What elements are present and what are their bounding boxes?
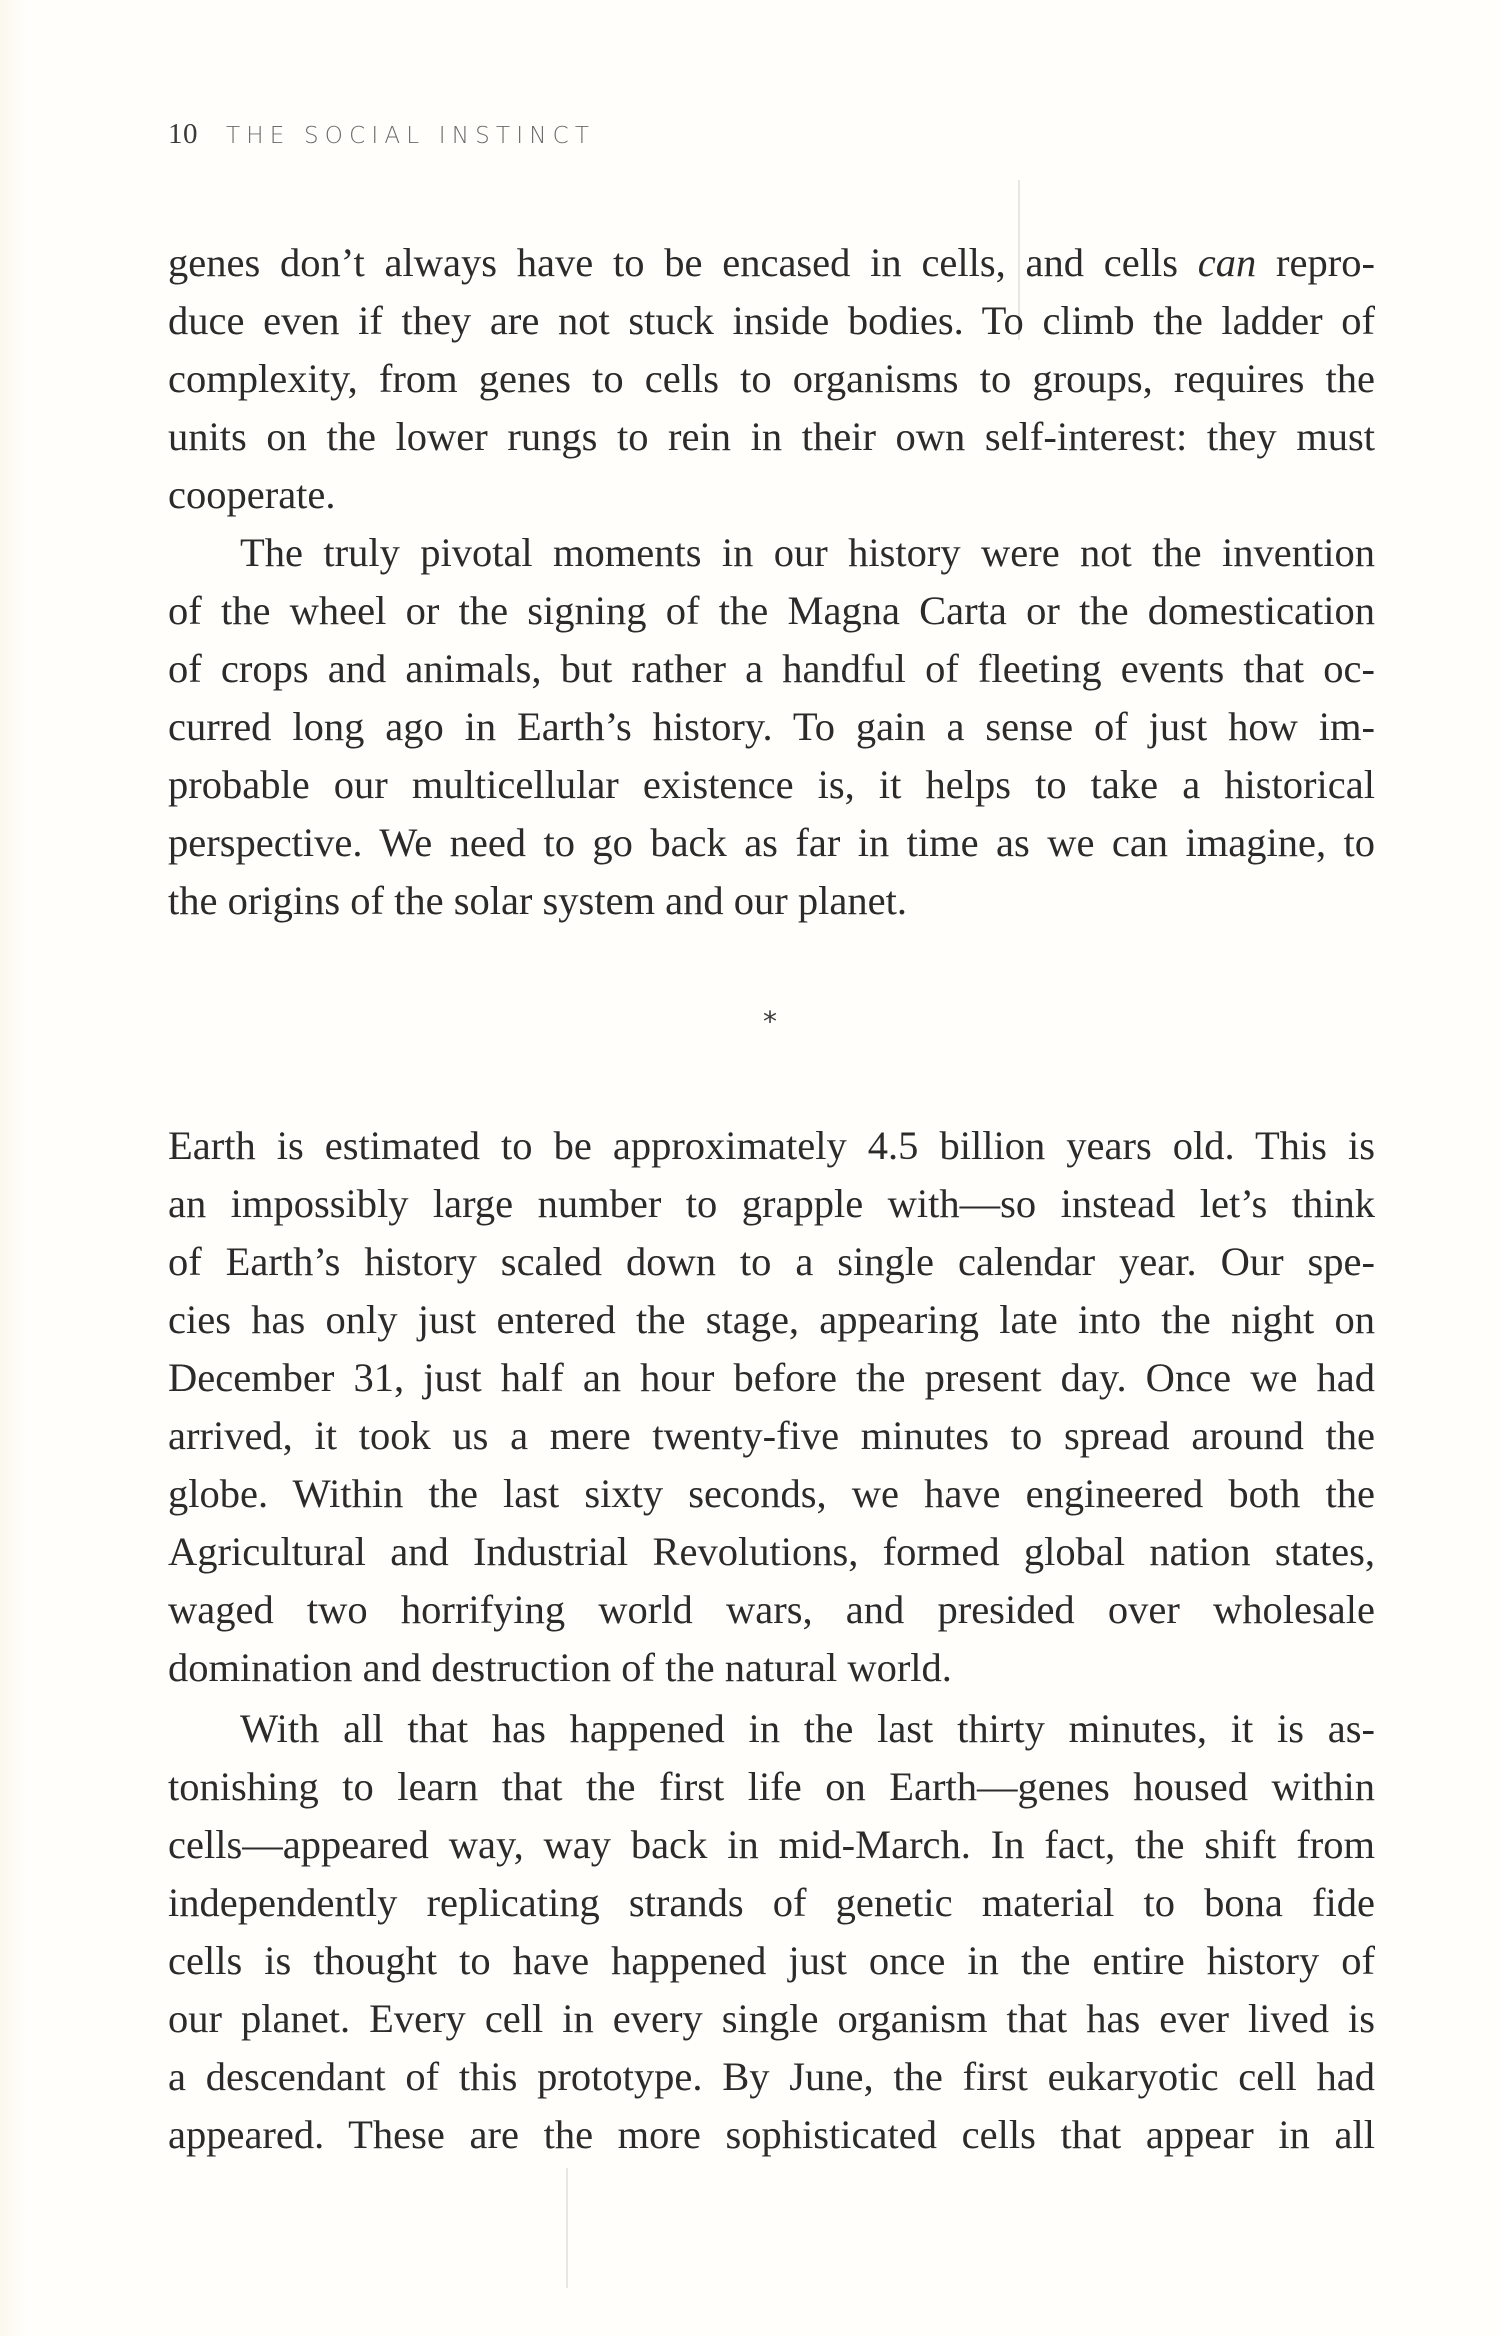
scan-artifact-line [566,2168,568,2288]
text-line: tonishing to learn that the first life on Earth—genes housed within [168,1764,1375,1809]
text-line: cies has only just entered the stage, appearing late into the night on [168,1297,1375,1342]
text-run: genes don’t always have to be encased in cells, and cells [168,240,1198,285]
text-line: of Earth’s history scaled down to a single calendar year. Our spe- [168,1239,1375,1284]
text-line: Agricultural and Industrial Revolutions, formed global nation states, [168,1529,1375,1574]
text-line: of crops and animals, but rather a handful of fleeting events that oc- [168,646,1375,691]
text-line: the origins of the solar system and our planet. [168,878,907,923]
running-head [168,118,595,154]
text-line: our planet. Every cell in every single organism that has ever lived is [168,1996,1375,2041]
text-line: appeared. These are the more sophisticated cells that appear in all [168,2112,1375,2157]
text-line: probable our multicellular existence is, it helps to take a historical [168,762,1375,807]
book-title: THE SOCIAL INSTINCT [226,123,596,149]
text-line: Earth is estimated to be approximately 4.5 billion years old. This is [168,1123,1375,1168]
text-line: cells—appeared way, way back in mid-March. In fact, the shift from [168,1822,1375,1867]
paragraph [168,1700,1375,2164]
text-line: duce even if they are not stuck inside bodies. To climb the ladder of [168,298,1375,343]
text-line: perspective. We need to go back as far in time as we can imagine, to [168,820,1375,865]
paragraph-continuation [168,234,1375,524]
text-line: an impossibly large number to grapple with—so instead let’s think [168,1181,1375,1226]
text-line: globe. Within the last sixty seconds, we have engineered both the [168,1471,1375,1516]
text-run: repro- [1256,240,1375,285]
paragraph [168,524,1375,930]
text-line: units on the lower rungs to rein in their own self-interest: they must [168,414,1375,459]
text-line: waged two horrifying world wars, and presided over wholesale [168,1587,1375,1632]
text-line: curred long ago in Earth’s history. To gain a sense of just how im- [168,704,1375,749]
emphasis-text: can [1197,240,1257,285]
text-line: complexity, from genes to cells to organisms to groups, requires the [168,356,1375,401]
text-line: domination and destruction of the natural world. [168,1645,952,1690]
page-edge-shadow [0,0,28,2336]
asterisk-separator: * [763,1005,777,1038]
text-line: arrived, it took us a mere twenty-five minutes to spread around the [168,1413,1375,1458]
text-line: a descendant of this prototype. By June, the first eukaryotic cell had [168,2054,1375,2099]
text-line: December 31, just half an hour before the present day. Once we had [168,1355,1375,1400]
text-line: independently replicating strands of genetic material to bona fide [168,1880,1375,1925]
text-line [168,234,1375,292]
text-line: cooperate. [168,472,336,517]
text-line: With all that has happened in the last thirty minutes, it is as- [240,1706,1375,1751]
paragraph-section-start [168,1117,1375,1697]
page-number: 10 [168,118,198,150]
text-line: The truly pivotal moments in our history were not the invention [240,530,1375,575]
section-break [0,1002,1500,1042]
text-line: of the wheel or the signing of the Magna Carta or the domestication [168,588,1375,633]
text-line: cells is thought to have happened just once in the entire history of [168,1938,1375,1983]
